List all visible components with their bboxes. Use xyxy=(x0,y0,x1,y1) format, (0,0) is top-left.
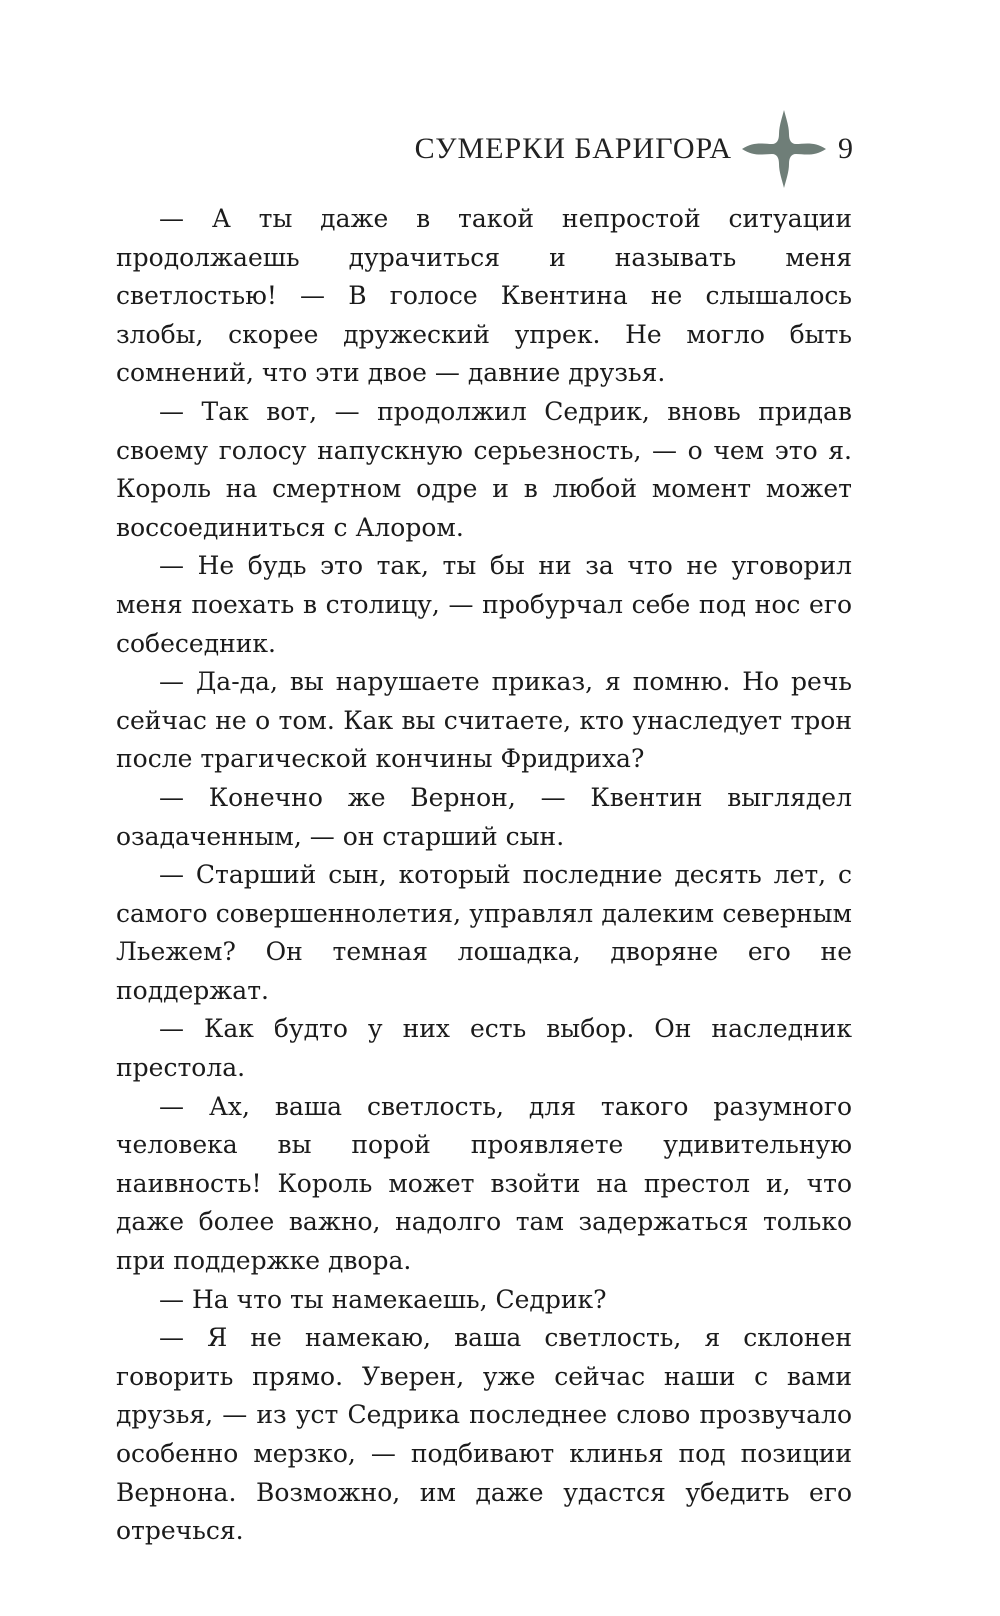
paragraph: — Не будь это так, ты бы ни за что не уговорил меня поехать в столицу, — пробурчал себе под нос его собеседник. xyxy=(116,551,852,658)
paragraph: — А ты даже в такой непростой ситуации продолжаешь дурачиться и называть меня светлостью! — В голосе Квентина не слышалось злобы, скорее дружеский упрек. Не могло быть сомнений, что эти двое — давние друзья. xyxy=(116,204,852,388)
ornamental-cross-icon xyxy=(740,108,828,190)
paragraph: — Я не намекаю, ваша светлость, я склонен говорить прямо. Уверен, уже сейчас наши с вами друзья, — из уст Седрика последнее слово прозвучало особенно мерзко, — подбивают клинья под позиции Вернона. Возможно, им даже удастся убедить его отречься. xyxy=(116,1323,852,1546)
paragraph: — Старший сын, который последние десять лет, с самого совершеннолетия, управлял далеким северным Льежем? Он темная лошадка, дворяне его не поддержат. xyxy=(116,860,852,1005)
page-number: 9 xyxy=(838,132,853,165)
paragraph: — Да-да, вы нарушаете приказ, я помню. Но речь сейчас не о том. Как вы считаете, кто унаследует трон после трагической кончины Фридриха? xyxy=(116,667,852,774)
paragraph: — Конечно же Вернон, — Квентин выглядел озадаченным, — он старший сын. xyxy=(116,782,852,851)
paragraph: — Так вот, — продолжил Седрик, вновь придав своему голосу напускную серьезность, — о чем это я. Король на смертном одре и в любой момент может воссоединиться с Алором. xyxy=(116,396,852,542)
paragraph: — Ах, ваша светлость, для такого разумного человека вы порой проявляете удивительную наивность! Король может взойти на престол и, что даже более важно, надолго там задержаться только при поддержке двора. xyxy=(116,1091,852,1276)
cross-shape xyxy=(742,110,826,188)
running-header xyxy=(415,108,853,190)
paragraph: — На что ты намекаешь, Седрик? xyxy=(159,1284,607,1314)
paragraph: — Как будто у них есть выбор. Он наследник престола. xyxy=(116,1014,852,1083)
running-title: СУМЕРКИ БАРИГОРА xyxy=(414,132,732,165)
page-body xyxy=(116,200,852,1551)
